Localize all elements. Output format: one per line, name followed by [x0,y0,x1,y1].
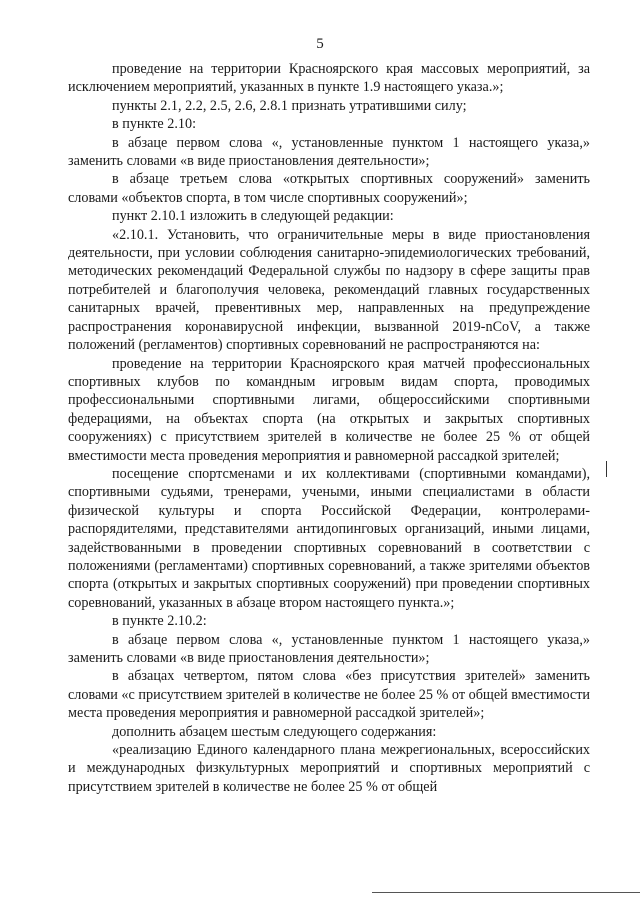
paragraph-2-10-1-intro: пункт 2.10.1 изложить в следующей редакции: [112,208,394,225]
paragraph-point-2-10: в пункте 2.10: [112,116,197,133]
bottom-rule-line [372,892,640,893]
paragraph-calendar-plan: «реализацию Единого календарного плана межрегиональных, всероссийских и международных физкультурных мероприятий и спортивных мероприятий с присутствием зрителей в количестве не более 25 % от общей [68,742,590,795]
paragraph-athletes-visits: посещение спортсменами и их коллективами (спортивными командами), спортивными судьями, тренерами, учеными, иными специалистами в области физической культуры и спорта Российской Федерации, контролерами-распорядителями, представителями антидопинговых организаций, иными лицами, задействованными в проведении спортивных соревнований в соответствии с положениями (регламентами) спортивных соревнований, а также зрителями объектов спорта (открытых и закрытых спортивных сооружений) при проведении спортивных соревнований, указанных в абзаце втором настоящего пункта.»; [68,465,590,611]
paragraph-mass-events: проведение на территории Красноярского края массовых мероприятий, за исключением мероприятий, указанных в пункте 1.9 настоящего указа.»; [68,61,590,96]
paragraph-point-2-10-2: в пункте 2.10.2: [112,613,207,630]
document-body [68,60,590,796]
paragraph-2-10-2-fourth-fifth-abzac: в абзацах четвертом, пятом слова «без присутствия зрителей» заменить словами «с присутствием зрителей в количестве не более 25 % от общей вместимости места проведения мероприятия и равномерной рассадкой зрителей»; [68,668,590,722]
paragraph-add-sixth-abzac: дополнить абзацем шестым следующего содержания: [112,723,437,740]
paragraph-2-10-third-abzac: в абзаце третьем слова «открытых спортивных сооружений» заменить словами «объектов спорта, в том числе спортивных сооружений»; [68,171,590,206]
paragraph-2-10-first-abzac: в абзаце первом слова «, установленные пунктом 1 настоящего указа,» заменить словами «в виде приостановления деятельности»; [68,134,590,170]
margin-mark [606,461,607,477]
paragraph-pro-club-matches: проведение на территории Красноярского края матчей профессиональных спортивных клубов по командным игровым видам спорта, проводимых профессиональными спортивными лигами, общероссийскими спортивными федерациями, на объектах спорта (на открытых и закрытых спортивных сооружениях) с присутствием зрителей в количестве не более 25 % от общей вместимости места проведения мероприятия и равномерной рассадкой зрителей; [68,355,590,464]
paragraph-repealed-points: пункты 2.1, 2.2, 2.5, 2.6, 2.8.1 признать утратившими силу; [112,97,467,114]
paragraph-2-10-2-first-abzac: в абзаце первом слова «, установленные пунктом 1 настоящего указа,» заменить словами «в виде приостановления деятельности»; [68,631,590,666]
paragraph-2-10-1-text: «2.10.1. Установить, что ограничительные меры в виде приостановления деятельности, при условии соблюдения санитарно-эпидемиологических требований, методических рекомендаций Федеральной службы по надзору в сфере защиты прав потребителей и благополучия человека, рекомендаций главных государственных санитарных врачей, превентивных мер, направленных на предупреждение распространения коронавирусной инфекции, вызванной 2019-nCoV, а также положений (регламентов) спортивных соревнований не распространяются на: [68,226,590,354]
page-number: 5 [316,36,324,52]
